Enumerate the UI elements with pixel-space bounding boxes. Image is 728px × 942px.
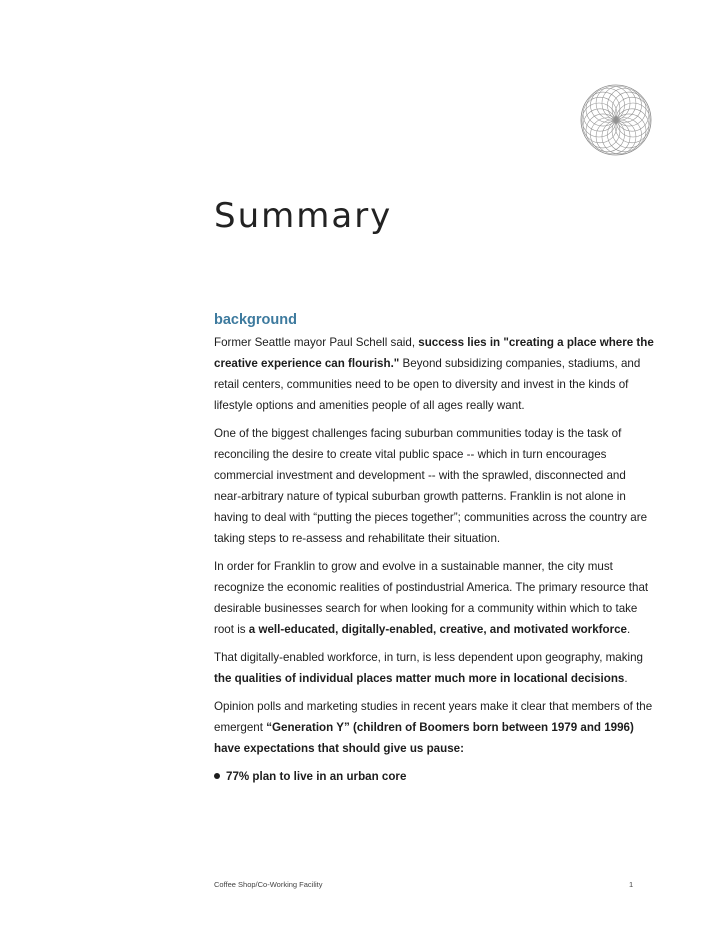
section-heading-background: background [214,312,297,328]
footer-document-title: Coffee Shop/Co-Working Facility [214,880,323,889]
paragraph-list [214,332,654,759]
footer-page-number: 1 [629,880,634,889]
paragraph-text: That digitally-enabled workforce, in turn, is less dependent upon geography, making [214,651,644,664]
body-paragraph [214,556,654,640]
paragraph-text: Beyond subsidizing companies, stadiums, and retail centers, communities need to be open to diversity and invest in the kinds of lifestyle options and amenities people of all ages really want. [214,357,641,412]
paragraph-text: One of the biggest challenges facing suburban communities today is the task of reconciling the desire to create vital public space -- which in turn encourages commercial investment and development -- with the sprawled, disconnected and near-arbitrary nature of typical suburban growth patterns. Franklin is not alone in having to deal with “putting the pieces together”; communities across the country are taking steps to re-assess and rehabilitate their situation. [214,427,648,545]
paragraph-text: In order for Franklin to grow and evolve in a sustainable manner, the city must recognize the economic realities of postindustrial America. The primary resource that desirable businesses search for when looking for a community within which to take root is [214,560,649,636]
bullet-text: 77% plan to live in an urban core [226,770,407,783]
paragraph-text: Opinion polls and marketing studies in recent years make it clear that members of the emergent [214,700,653,734]
bullet-list [214,766,654,787]
emphasis-text: a well-educated, digitally-enabled, creative, and motivated workforce [248,623,627,636]
main-content [214,309,654,787]
page-title: Summary [214,196,393,236]
paragraph-text: Former Seattle mayor Paul Schell said, [214,336,419,349]
body-paragraph [214,423,654,549]
emphasis-text: “Generation Y” (children of Boomers born between 1979 and 1996) have expectations that should give us pause: [214,721,634,755]
paragraph-text: . [627,623,631,636]
body-paragraph [214,647,654,689]
emphasis-text: the qualities of individual places matter much more in locational decisions [214,672,625,685]
bullet-item [214,766,654,787]
body-paragraph [214,696,654,759]
body-paragraph [214,332,654,416]
emphasis-text: success lies in "creating a place where the creative experience can flourish." [214,336,654,370]
bullet-dot-icon [214,773,220,779]
paragraph-text: . [624,672,628,685]
spirograph-rosette-icon [580,84,652,156]
